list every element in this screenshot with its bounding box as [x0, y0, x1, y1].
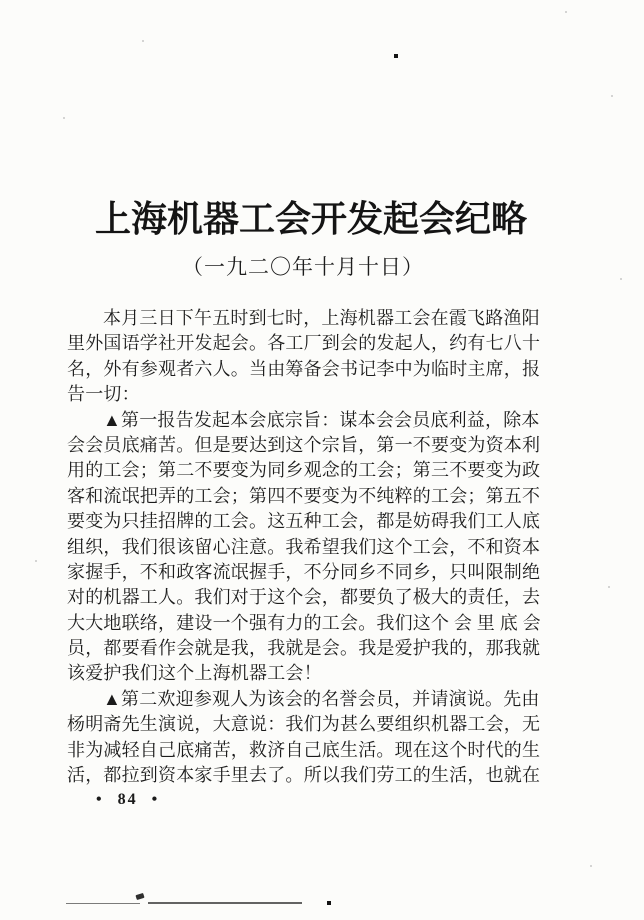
- text-line: 会会员底痛苦。但是要达到这个宗旨，第一不要变为资本利: [67, 434, 541, 455]
- text-line: 家握手，不和政客流氓握手，不分同乡不同乡，只叫限制绝: [67, 561, 541, 582]
- page-title: 上海机器工会开发起会纪略: [94, 199, 527, 239]
- date-subtitle: （一九二〇年十月十日）: [182, 255, 424, 279]
- text-line: 活，都拉到资本家手里去了。所以我们劳工的生活，也就在: [67, 765, 541, 786]
- text-line: 本月三日下午五时到七时，上海机器工会在霞飞路渔阳: [103, 308, 540, 328]
- scan-speck: [620, 278, 622, 280]
- text-line: 非为减轻自己底痛苦，救济自己底生活。现在这个时代的生: [67, 739, 541, 760]
- scan-speck: [327, 901, 331, 905]
- text-line: 里外国语学社开发起会。各工厂到会的发起人，约有七八十: [67, 333, 541, 354]
- body-text: [67, 306, 543, 788]
- text-line: 名，外有参观者六人。当由筹备会书记李中为临时主席，报: [67, 358, 541, 379]
- scan-artifact-blob: [135, 893, 144, 900]
- text-line: 大大地联络，建设一个强有力的工会。我们这个 会 里 底 会: [67, 612, 541, 633]
- scan-speck: [565, 11, 567, 13]
- text-line: 用的工会；第二不要变为同乡观念的工会；第三不要变为政: [67, 460, 541, 481]
- scan-speck: [590, 865, 592, 867]
- text-line: ▲第一报告发起本会底宗旨：谋本会会员底利益，除本: [103, 409, 540, 430]
- text-line: 告一切：: [67, 384, 140, 405]
- scan-speck: [611, 95, 613, 97]
- text-line: 员，都要看作会就是我，我就是会。我是爱护我的，那我就: [67, 638, 541, 659]
- text-line: 客和流氓把弄的工会；第四不要变为不纯粹的工会；第五不: [67, 485, 541, 506]
- scan-speck: [35, 560, 37, 562]
- text-line: 对的机器工人。我们对于这个会，都要负了极大的责任，去: [67, 587, 541, 608]
- scan-speck: [608, 586, 610, 588]
- page-number: 84: [117, 791, 138, 808]
- page-footer: [96, 791, 159, 809]
- scan-artifact-line: [148, 902, 302, 904]
- scan-artifact-line: [66, 903, 140, 904]
- scan-speck: [394, 54, 398, 58]
- text-line: 组织，我们很该留心注意。我希望我们这个工会，不和资本: [67, 536, 541, 557]
- scan-speck: [63, 117, 65, 119]
- scan-speck: [142, 40, 144, 42]
- text-line: 要变为只挂招牌的工会。这五种工会，都是妨碍我们工人底: [67, 511, 541, 532]
- scan-speck: [205, 222, 207, 224]
- footer-bullet-right: •: [151, 791, 160, 808]
- text-line: 该爱护我们这个上海机器工会！: [67, 663, 322, 684]
- text-line: ▲第二欢迎参观人为该会的名誉会员，并请演说。先由: [103, 688, 540, 709]
- footer-bullet-left: •: [96, 791, 104, 808]
- text-line: 杨明斋先生演说，大意说：我们为甚么要组织机器工会，无: [67, 714, 541, 735]
